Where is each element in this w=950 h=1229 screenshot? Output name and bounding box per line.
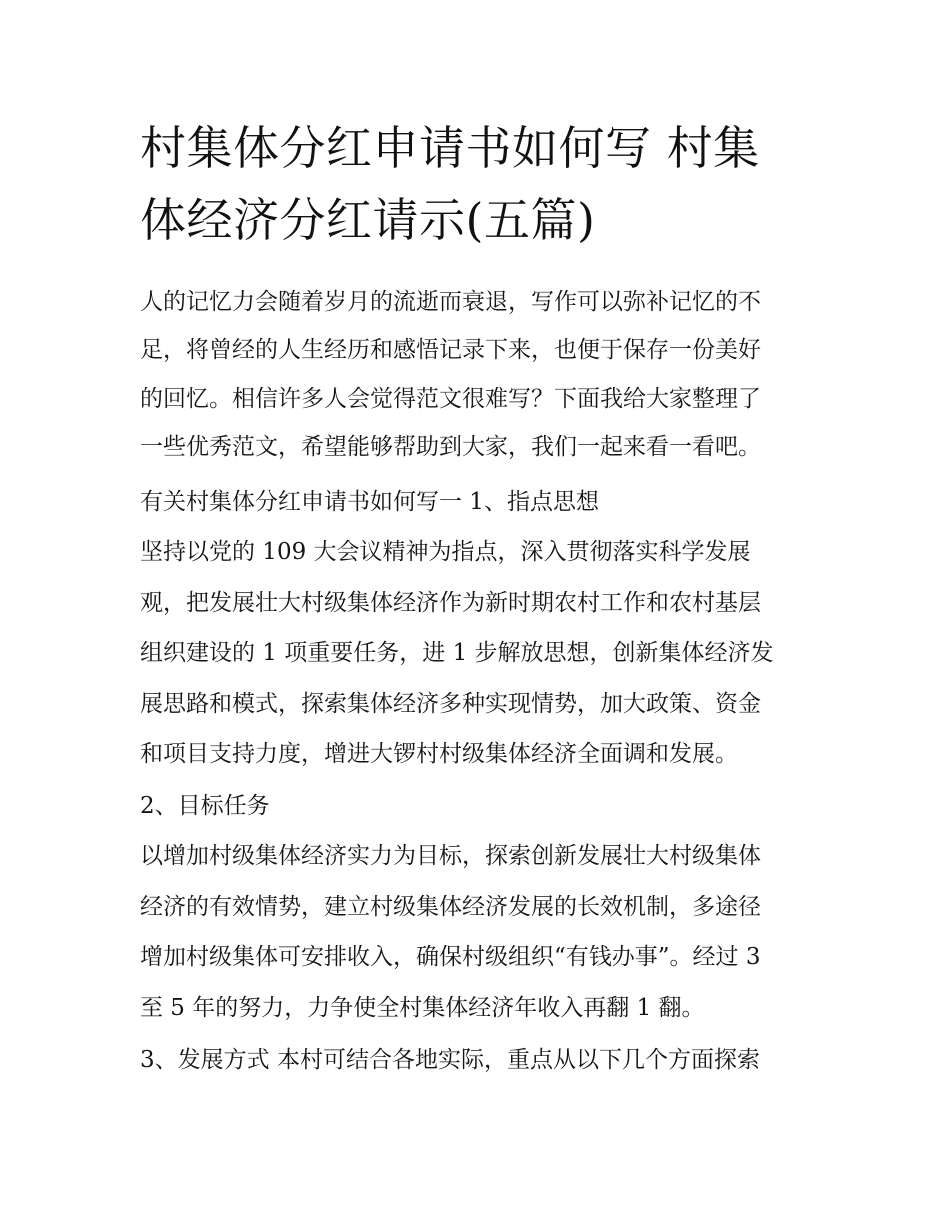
body-text-line: 组织建设的 1 项重要任务，进 1 步解放思想，创新集体经济发 xyxy=(140,640,774,666)
document-title xyxy=(140,112,820,256)
title-line-1: 村集体分红申请书如何写 村集 xyxy=(140,121,760,175)
body-text-line: 和项目支持力度，增进大锣村村级集体经济全面调和发展。 xyxy=(140,741,738,767)
body-text-line: 一些优秀范文，希望能够帮助到大家，我们一起来看一看吧。 xyxy=(140,434,761,460)
body-text-line: 人的记忆力会随着岁月的流逝而衰退，写作可以弥补记忆的不 xyxy=(140,289,761,315)
body-text-line: 经济的有效情势，建立村级集体经济发展的长效机制，多途径 xyxy=(140,894,761,920)
body-text-line: 至 5 年的努力，力争使全村集体经济年收入再翻 1 翻。 xyxy=(140,995,705,1021)
section-heading: 3、发展方式 本村可结合各地实际，重点从以下几个方面探索 xyxy=(140,1047,760,1073)
body-text-line: 观，把发展壮大村级集体经济作为新时期农村工作和农村基层 xyxy=(140,590,761,616)
body-text-line: 的回忆。相信许多人会觉得范文很难写？下面我给大家整理了 xyxy=(140,386,761,412)
body-text-line: 足，将曾经的人生经历和感悟记录下来，也便于保存一份美好 xyxy=(140,337,761,363)
body-text-line: 有关村集体分红申请书如何写一 1、指点思想 xyxy=(140,489,599,515)
body-text-line: 以增加村级集体经济实力为目标，探索创新发展壮大村级集体 xyxy=(140,843,761,869)
title-line-2: 体经济分红请示(五篇) xyxy=(140,193,596,247)
body-text-line: 坚持以党的 109 大会议精神为指点，深入贯彻落实科学发展 xyxy=(140,539,751,565)
body-text-line: 增加村级集体可安排收入，确保村级组织“有钱办事”。经过 3 xyxy=(140,944,761,970)
body-text-line: 展思路和模式，探索集体经济多种实现情势，加大政策、资金 xyxy=(140,691,761,717)
section-heading: 2、目标任务 xyxy=(140,793,270,819)
